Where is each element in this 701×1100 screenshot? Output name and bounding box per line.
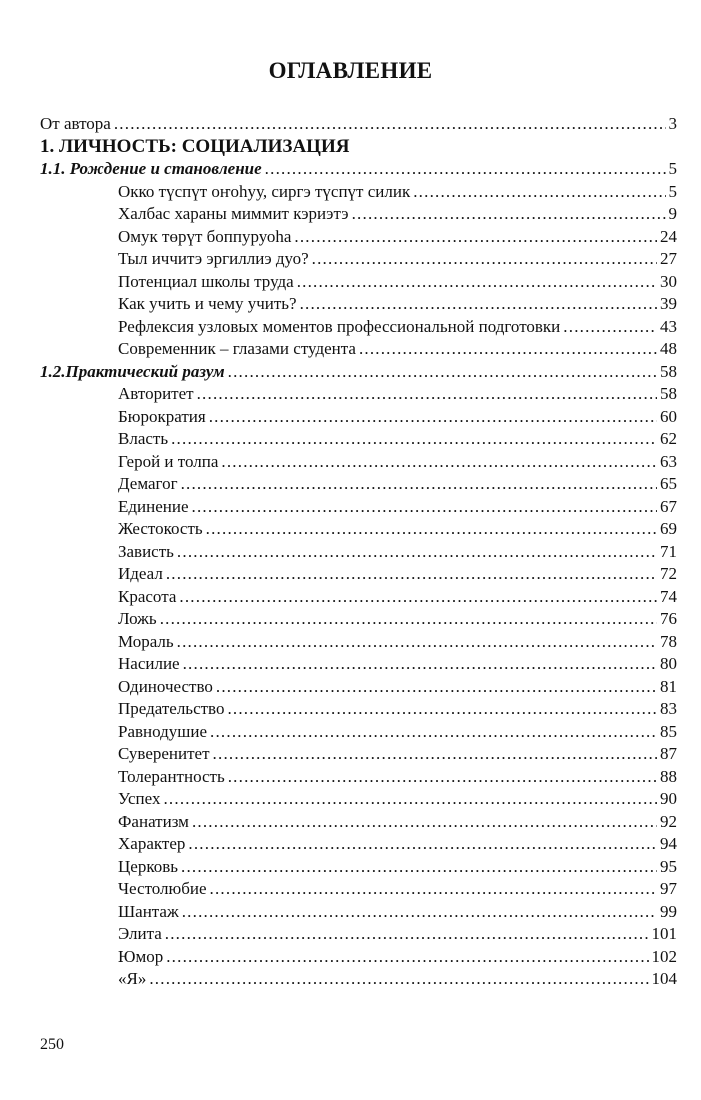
- dot-leader: [182, 901, 657, 924]
- toc-entry-label: Демагог: [118, 474, 178, 493]
- toc-entry: [40, 698, 677, 721]
- dot-leader: [171, 428, 657, 451]
- dot-leader: [165, 923, 649, 946]
- dot-leader: [216, 676, 657, 699]
- toc-entry: [40, 676, 677, 699]
- toc-entry-label: Тыл иччитэ эргиллиэ дуо?: [118, 249, 309, 268]
- toc-entry-label: Зависть: [118, 541, 174, 561]
- toc-entry-page: 65: [660, 474, 677, 493]
- toc-entry-label: Как учить и чему учить?: [118, 294, 297, 313]
- dot-leader: [192, 811, 657, 834]
- toc-entry: [40, 361, 677, 384]
- toc-entry: [40, 743, 677, 766]
- dot-leader: [181, 473, 657, 496]
- dot-leader: [183, 653, 657, 676]
- dot-leader: [300, 293, 657, 316]
- toc-entry-label: Омук төрүт боппуруоһа: [118, 226, 292, 246]
- toc-entry-page: 78: [660, 631, 677, 651]
- toc-entry-page: 92: [660, 811, 677, 831]
- toc-entry: [40, 271, 677, 294]
- toc-entry-label: 1. ЛИЧНОСТЬ: СОЦИАЛИЗАЦИЯ: [40, 135, 350, 157]
- toc-entry-page: 58: [660, 361, 677, 381]
- toc-entry-page: 83: [660, 699, 677, 718]
- toc-entry-label: Мораль: [118, 631, 174, 651]
- toc-entry: [40, 563, 677, 586]
- toc-entry-page: 62: [660, 429, 677, 448]
- dot-leader: [177, 631, 657, 654]
- toc-entry: [40, 338, 677, 361]
- dot-leader: [227, 698, 657, 721]
- toc-entry: [40, 226, 677, 249]
- dot-leader: [179, 586, 657, 609]
- dot-leader: [294, 226, 657, 249]
- table-of-contents: [40, 113, 677, 991]
- toc-entry: [40, 203, 677, 226]
- dot-leader: [228, 361, 657, 384]
- toc-entry-label: Жестокость: [118, 519, 203, 538]
- toc-entry-label: Идеал: [118, 564, 163, 583]
- toc-entry-label: 1.1. Рождение и становление: [40, 159, 262, 178]
- toc-entry-page: 60: [660, 406, 677, 426]
- toc-entry: [40, 653, 677, 676]
- toc-entry: [40, 451, 677, 474]
- toc-entry-label: Толерантность: [118, 766, 225, 786]
- toc-entry-label: Суверенитет: [118, 744, 210, 763]
- toc-entry-page: 80: [660, 654, 677, 673]
- toc-entry: [40, 406, 677, 429]
- dot-leader: [413, 181, 665, 204]
- toc-entry: [40, 721, 677, 744]
- dot-leader: [359, 338, 657, 361]
- toc-entry-page: 104: [651, 969, 677, 988]
- toc-entry-label: Успех: [118, 789, 161, 808]
- toc-entry-page: 27: [660, 249, 677, 268]
- toc-entry: [40, 181, 677, 204]
- dot-leader: [221, 451, 657, 474]
- toc-entry-label: Характер: [118, 834, 186, 853]
- toc-entry-label: Окко түспүт оҥоһуу, сиргэ түспүт силик: [118, 181, 411, 201]
- toc-entry-page: 30: [660, 271, 677, 291]
- toc-entry-page: 74: [660, 586, 677, 606]
- dot-leader: [206, 518, 657, 541]
- page-number: 250: [40, 1036, 64, 1053]
- dot-leader: [228, 766, 657, 789]
- toc-entry-page: 58: [660, 384, 677, 403]
- toc-entry-label: Современник – глазами студента: [118, 339, 356, 358]
- toc-entry: [40, 383, 677, 406]
- toc-entry-label: Бюрократия: [118, 406, 206, 426]
- dot-leader: [265, 158, 666, 181]
- dot-leader: [149, 968, 648, 991]
- toc-entry-label: Юмор: [118, 946, 164, 966]
- toc-entry-page: 9: [668, 204, 677, 223]
- toc-entry-label: Предательство: [118, 699, 225, 718]
- toc-entry: [40, 631, 677, 654]
- toc-entry-label: 1.2.Практический разум: [40, 361, 225, 381]
- toc-entry: [40, 901, 677, 924]
- dot-leader: [210, 721, 657, 744]
- toc-entry-page: 81: [660, 676, 677, 696]
- dot-leader: [213, 743, 657, 766]
- toc-entry: [40, 113, 677, 136]
- toc-entry-page: 85: [660, 721, 677, 741]
- dot-leader: [297, 271, 657, 294]
- dot-leader: [166, 563, 657, 586]
- dot-leader: [192, 496, 657, 519]
- dot-leader: [352, 203, 666, 226]
- toc-entry-page: 99: [660, 901, 677, 921]
- toc-entry-label: Потенциал школы труда: [118, 271, 294, 291]
- toc-entry-page: 5: [668, 181, 677, 201]
- toc-entry-label: Халбас хараны миммит кэриэтэ: [118, 204, 349, 223]
- dot-leader: [163, 788, 657, 811]
- dot-leader: [312, 248, 657, 271]
- toc-entry: [40, 878, 677, 901]
- toc-entry-label: Одиночество: [118, 676, 213, 696]
- toc-entry-label: От автора: [40, 114, 111, 133]
- toc-entry: [40, 788, 677, 811]
- toc-entry: [40, 428, 677, 451]
- toc-entry-label: Насилие: [118, 654, 180, 673]
- toc-entry: [40, 586, 677, 609]
- toc-entry-page: 71: [660, 541, 677, 561]
- toc-entry-page: 72: [660, 564, 677, 583]
- toc-entry: [40, 766, 677, 789]
- toc-entry: [40, 541, 677, 564]
- toc-entry-page: 95: [660, 856, 677, 876]
- toc-entry-label: Авторитет: [118, 384, 194, 403]
- dot-leader: [188, 833, 657, 856]
- dot-leader: [177, 541, 657, 564]
- toc-entry: [40, 811, 677, 834]
- toc-entry: [40, 316, 677, 339]
- dot-leader: [181, 856, 657, 879]
- toc-entry-page: 67: [660, 496, 677, 516]
- toc-entry-label: Рефлексия узловых моментов профессиональной подготовки: [118, 316, 561, 336]
- toc-entry-label: Ложь: [118, 609, 157, 628]
- toc-entry-label: Равнодушие: [118, 721, 208, 741]
- toc-entry-page: 94: [660, 834, 677, 853]
- toc-entry-label: Красота: [118, 586, 177, 606]
- toc-entry-page: 87: [660, 744, 677, 763]
- toc-entry: [40, 158, 677, 181]
- dot-leader: [166, 946, 648, 969]
- toc-entry-page: 43: [660, 316, 677, 336]
- toc-entry-label: Власть: [118, 429, 169, 448]
- toc-entry-label: Герой и толпа: [118, 451, 219, 471]
- toc-entry: [40, 856, 677, 879]
- toc-entry-page: 48: [660, 339, 677, 358]
- toc-entry-page: 76: [660, 609, 677, 628]
- toc-entry-page: 101: [651, 924, 677, 943]
- toc-entry-page: 102: [651, 946, 677, 966]
- toc-entry-label: Церковь: [118, 856, 178, 876]
- page-title: ОГЛАВЛЕНИЕ: [268, 58, 433, 83]
- dot-leader: [210, 878, 657, 901]
- toc-entry: [40, 136, 677, 159]
- dot-leader: [197, 383, 657, 406]
- toc-entry: [40, 608, 677, 631]
- toc-entry-page: 3: [668, 114, 677, 133]
- toc-entry-page: 88: [660, 766, 677, 786]
- toc-entry-label: «Я»: [118, 969, 147, 988]
- toc-entry: [40, 473, 677, 496]
- toc-entry: [40, 518, 677, 541]
- toc-entry-page: 5: [668, 159, 677, 178]
- toc-entry-label: Шантаж: [118, 901, 179, 921]
- toc-entry: [40, 496, 677, 519]
- toc-entry: [40, 923, 677, 946]
- toc-entry: [40, 946, 677, 969]
- dot-leader: [114, 113, 666, 136]
- toc-entry: [40, 248, 677, 271]
- toc-entry-page: 69: [660, 519, 677, 538]
- toc-entry-label: Честолюбие: [118, 879, 207, 898]
- toc-entry-label: Фанатизм: [118, 811, 189, 831]
- toc-entry-page: 39: [660, 294, 677, 313]
- toc-entry-page: 63: [660, 451, 677, 471]
- dot-leader: [209, 406, 657, 429]
- toc-entry-page: 90: [660, 789, 677, 808]
- toc-entry-page: 24: [660, 226, 677, 246]
- toc-entry-label: Элита: [118, 924, 162, 943]
- toc-entry-page: 97: [660, 879, 677, 898]
- dot-leader: [563, 316, 657, 339]
- toc-entry: [40, 833, 677, 856]
- toc-entry: [40, 293, 677, 316]
- toc-entry: [40, 968, 677, 991]
- dot-leader: [160, 608, 657, 631]
- toc-entry-label: Единение: [118, 496, 189, 516]
